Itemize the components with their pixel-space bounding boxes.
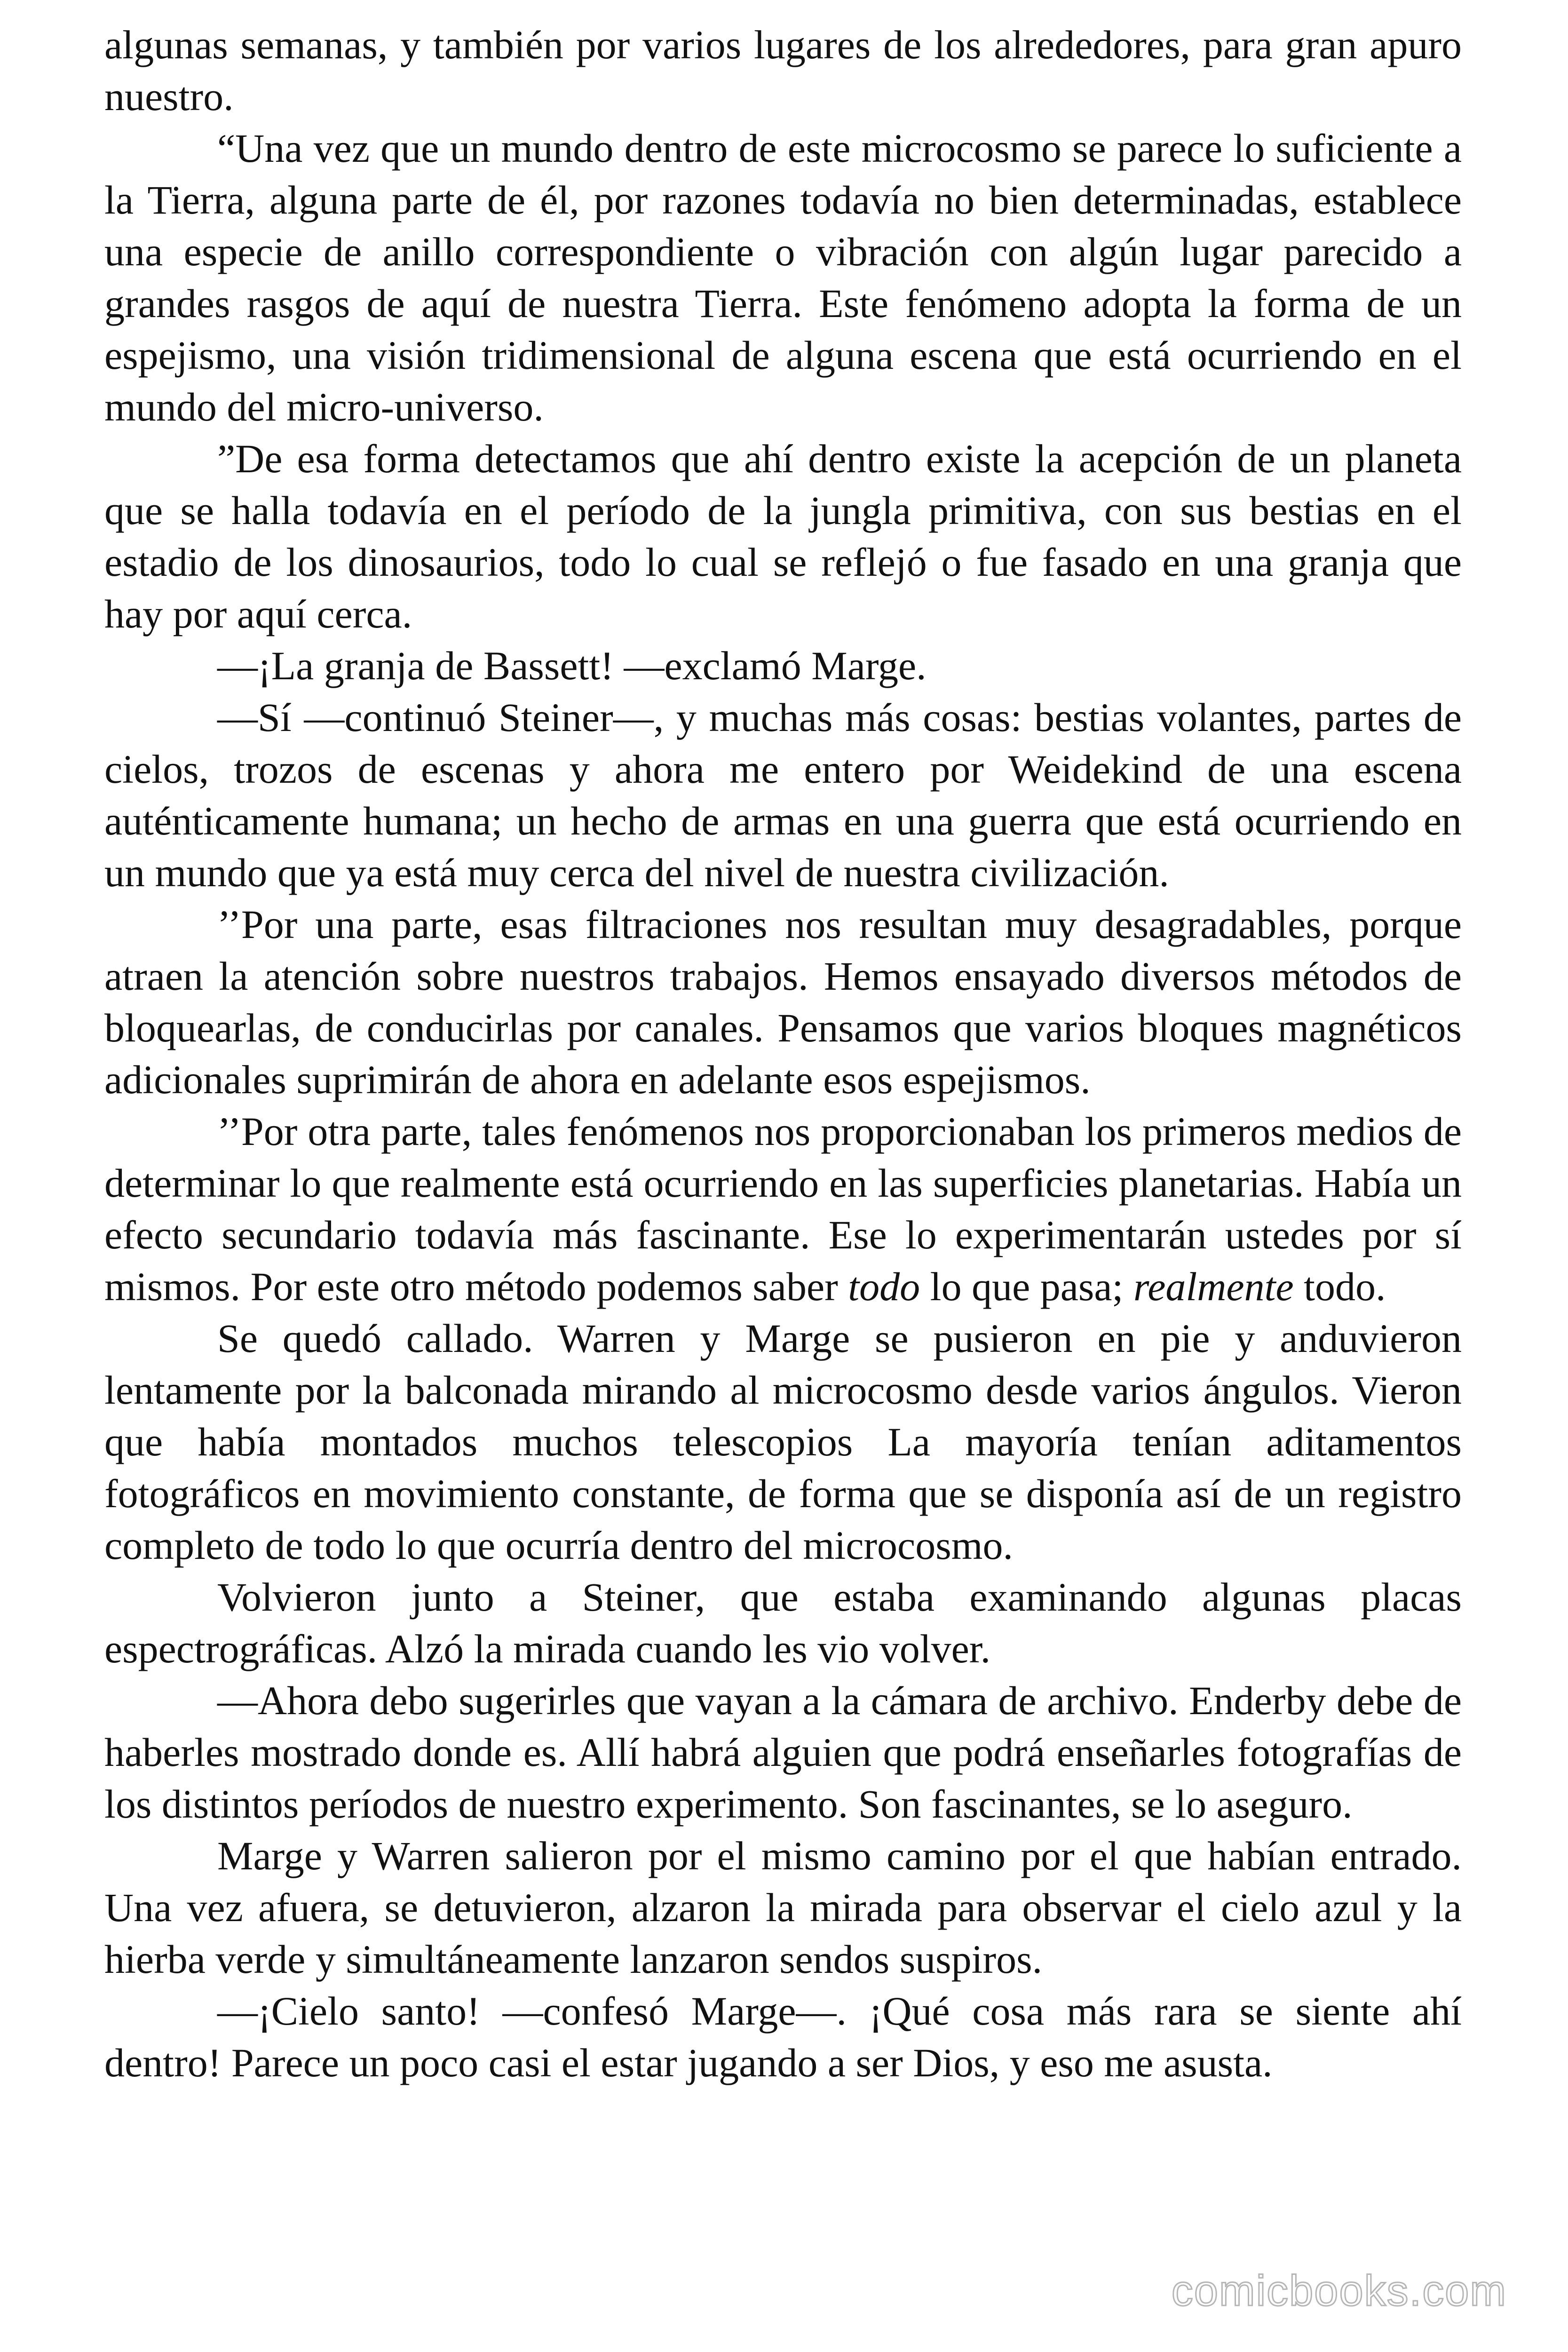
paragraph [104,898,1462,1105]
text-run: ’’Por una parte, esas filtraciones nos resultan muy desagradables, porque atraen la atención sobre nuestros trabajos. Hemos ensayado diversos métodos de bloquearlas, de conducirlas por canales. Pensamos que varios bloques magnéticos adicionales suprimirán de ahora en adelante esos espejismos. [104,902,1462,1102]
text-run: Volvieron junto a Steiner, que estaba examinando algunas placas espectrográficas. Alzó la mirada cuando les vio volver. [104,1574,1462,1671]
text-run: “Una vez que un mundo dentro de este microcosmo se parece lo suficiente a la Tierra, alguna parte de él, por razones todavía no bien determinadas, establece una especie de anillo correspondiente o vibración con algún lugar parecido a grandes rasgos de aquí de nuestra Tierra. Este fenómeno adopta la forma de un espejismo, una visión tridimensional de alguna escena que está ocurriendo en el mundo del micro-universo. [104,126,1462,429]
watermark: comicbooks.com [1171,2267,1507,2315]
paragraph [104,1830,1462,1985]
paragraph [104,691,1462,898]
paragraph [104,122,1462,433]
text-run: ”De esa forma detectamos que ahí dentro existe la acepción de un planeta que se halla todavía en el período de la jungla primitiva, con sus bestias en el estadio de los dinosaurios, todo lo cual se reflejó o fue fasado en una granja que hay por aquí cerca. [104,436,1462,636]
text-run: ’’Por otra parte, tales fenómenos nos proporcionaban los primeros medios de determinar lo que realmente está ocurriendo en las superficies planetarias. Había un efecto secundario todavía más fascinante. Ese lo experimentarán ustedes por sí mismos. Por este otro método podemos saber [104,1109,1462,1309]
text-run: —Sí —continuó Steiner—, y muchas más cosas: bestias volantes, partes de cielos, trozos de escenas y ahora me entero por Weidekind de una escena auténticamente humana; un hecho de armas en una guerra que está ocurriendo en un mundo que ya está muy cerca del nivel de nuestra civilización. [104,695,1462,895]
text-run: —¡Cielo santo! —confesó Marge—. ¡Qué cosa más rara se siente ahí dentro! Parece un poco casi el estar jugando a ser Dios, y eso me asusta. [104,1988,1462,2085]
text-run: todo. [1293,1264,1386,1309]
italic-text: todo [848,1264,920,1309]
text-run: —¡La granja de Bassett! —exclamó Marge. [217,643,927,688]
text-run: lo que pasa; [920,1264,1133,1309]
text-run: Se quedó callado. Warren y Marge se pusieron en pie y anduvieron lentamente por la balconada mirando al microcosmo desde varios ángulos. Vieron que había montados muchos telescopios La mayoría tenían aditamentos fotográficos en movimiento constante, de forma que se disponía así de un registro completo de todo lo que ocurría dentro del microcosmo. [104,1316,1462,1568]
paragraph [104,1312,1462,1571]
text-run: Marge y Warren salieron por el mismo camino por el que habían entrado. Una vez afuera, se detuvieron, alzaron la mirada para observar el cielo azul y la hierba verde y simultáneamente lanzaron sendos suspiros. [104,1833,1462,1982]
italic-text: realmente [1133,1264,1294,1309]
paragraph [104,19,1462,122]
book-page-text [104,19,1462,2089]
paragraph [104,1675,1462,1830]
text-run: algunas semanas, y también por varios lugares de los alrededores, para gran apuro nuestro. [104,22,1462,119]
paragraph [104,1571,1462,1675]
paragraph [104,433,1462,640]
paragraph [104,640,1462,691]
paragraph [104,1105,1462,1312]
paragraph [104,1985,1462,2089]
text-run: —Ahora debo sugerirles que vayan a la cámara de archivo. Enderby debe de haberles mostrado donde es. Allí habrá alguien que podrá enseñarles fotografías de los distintos períodos de nuestro experimento. Son fascinantes, se lo aseguro. [104,1678,1462,1827]
